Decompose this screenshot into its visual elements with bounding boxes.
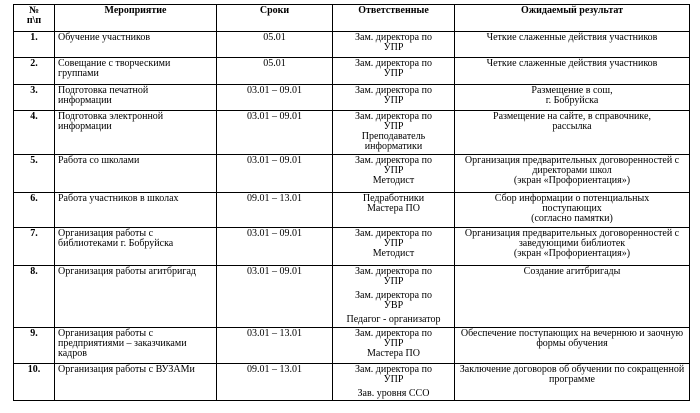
event-cell xyxy=(55,85,217,111)
row-number: 4. xyxy=(14,111,55,155)
cell-line: Работа участников в школах xyxy=(58,193,179,204)
row-number: 1. xyxy=(14,32,55,58)
cell-line: предприятиями – заказчиками xyxy=(58,338,187,349)
table-row xyxy=(14,111,690,155)
cell-line: Подготовка электронной xyxy=(58,111,164,122)
cell-line: информации xyxy=(58,121,112,132)
dates-cell: 05.01 xyxy=(217,32,333,58)
responsible-cell xyxy=(333,193,455,228)
plan-table xyxy=(13,4,690,401)
cell-line: заведующими библиотек xyxy=(518,238,626,249)
responsible-cell xyxy=(333,155,455,193)
responsible-cell xyxy=(333,85,455,111)
table-body xyxy=(14,32,690,401)
dates-cell: 03.01 – 13.01 xyxy=(217,328,333,364)
row-number: 8. xyxy=(14,266,55,328)
row-number: 6. xyxy=(14,193,55,228)
table-row xyxy=(14,155,690,193)
cell-line: Зам. директора по xyxy=(355,266,432,277)
responsible-cell xyxy=(333,32,455,58)
event-cell xyxy=(55,111,217,155)
row-number: 9. xyxy=(14,328,55,364)
cell-line: Методист xyxy=(372,175,415,186)
cell-line: УПР xyxy=(383,374,404,385)
cell-line: Заключение договоров об обучении по сокращенной xyxy=(459,364,685,375)
row-number: 3. xyxy=(14,85,55,111)
cell-line: (экран «Профориентация») xyxy=(513,248,631,259)
cell-line: УПР xyxy=(383,338,404,349)
cell-line: информации xyxy=(58,95,112,106)
cell-line: Зав. уровня ССО xyxy=(357,388,430,399)
table-row xyxy=(14,328,690,364)
cell-line: Методист xyxy=(372,248,415,259)
table-row xyxy=(14,228,690,266)
cell-line: Подготовка печатной xyxy=(58,85,149,96)
dates-cell: 03.01 – 09.01 xyxy=(217,155,333,193)
result-cell xyxy=(455,111,690,155)
cell-line: Организация работы агитбригад xyxy=(58,266,196,277)
result-cell xyxy=(455,266,690,328)
cell-line: Зам. директора по xyxy=(355,364,432,375)
dates-cell: 03.01 – 09.01 xyxy=(217,228,333,266)
event-cell xyxy=(55,328,217,364)
cell-line: УПР xyxy=(383,238,404,249)
responsible-cell xyxy=(333,58,455,85)
cell-line: Сбор информации о потенциальных xyxy=(494,193,650,204)
cell-line: Педагог - организатор xyxy=(346,314,441,325)
event-cell xyxy=(55,364,217,401)
cell-line: Мастера ПО xyxy=(367,348,420,359)
table-row xyxy=(14,364,690,401)
cell-line: УПР xyxy=(383,95,404,106)
row-number: 2. xyxy=(14,58,55,85)
cell-line: Четкие слаженные действия участников xyxy=(486,32,658,43)
header-responsible: Ответственные xyxy=(333,5,455,32)
result-cell xyxy=(455,85,690,111)
cell-line: Мастера ПО xyxy=(367,203,420,214)
cell-line: информатики xyxy=(364,141,423,152)
cell-line: УПР xyxy=(383,68,404,79)
cell-line: УПР xyxy=(383,121,404,132)
dates-cell: 03.01 – 09.01 xyxy=(217,111,333,155)
result-cell xyxy=(455,32,690,58)
cell-line: Зам. директора по xyxy=(355,111,432,122)
responsible-cell xyxy=(333,364,455,401)
cell-line: программе xyxy=(549,374,595,385)
cell-line: (согласно памятки) xyxy=(531,213,613,224)
table-row xyxy=(14,85,690,111)
row-number: 5. xyxy=(14,155,55,193)
result-cell xyxy=(455,193,690,228)
event-cell xyxy=(55,228,217,266)
dates-cell: 09.01 – 13.01 xyxy=(217,193,333,228)
header-event: Мероприятие xyxy=(55,5,217,32)
cell-line: рассылка xyxy=(552,121,592,132)
result-cell xyxy=(455,228,690,266)
header-result: Ожидаемый результат xyxy=(455,5,690,32)
table-row xyxy=(14,32,690,58)
row-number: 10. xyxy=(14,364,55,401)
cell-line: Педработники xyxy=(362,193,425,204)
dates-cell: 03.01 – 09.01 xyxy=(217,85,333,111)
cell-line: Совещание с творческими xyxy=(58,58,171,69)
table-row xyxy=(14,58,690,85)
event-cell xyxy=(55,193,217,228)
cell-line: Организация работы с xyxy=(58,328,154,339)
cell-line: Четкие слаженные действия участников xyxy=(486,58,658,69)
cell-line: Организация работы с ВУЗАМи xyxy=(58,364,195,375)
cell-line: Зам. директора по xyxy=(355,58,432,69)
table-row xyxy=(14,266,690,328)
cell-line: УВР xyxy=(383,300,404,311)
cell-line: кадров xyxy=(58,348,87,359)
cell-line: Преподаватель xyxy=(361,131,426,142)
responsible-cell xyxy=(333,266,455,328)
event-cell xyxy=(55,58,217,85)
dates-cell: 09.01 – 13.01 xyxy=(217,364,333,401)
cell-line: Зам. директора по xyxy=(355,328,432,339)
cell-line: Создание агитбригады xyxy=(523,266,621,277)
cell-line: Организация предварительных договоренностей с xyxy=(464,228,680,239)
cell-line: Организация работы с xyxy=(58,228,154,239)
result-cell xyxy=(455,58,690,85)
cell-line: группами xyxy=(58,68,99,79)
cell-line: УПР xyxy=(383,165,404,176)
header-row xyxy=(14,5,690,32)
header-num-line-1: № xyxy=(28,5,40,16)
cell-line: поступающих xyxy=(542,203,602,214)
cell-line: Размещение на сайте, в справочнике, xyxy=(493,111,651,122)
event-cell xyxy=(55,155,217,193)
cell-line: Зам. директора по xyxy=(355,228,432,239)
header-num-line-2: п\п xyxy=(26,15,42,26)
cell-line: Обучение участников xyxy=(58,32,151,43)
table-row xyxy=(14,193,690,228)
cell-line: Размещение в сош, xyxy=(531,85,613,96)
cell-line: Обеспечение поступающих на вечернюю и заочную xyxy=(460,328,684,339)
responsible-cell xyxy=(333,111,455,155)
cell-line: УПР xyxy=(383,42,404,53)
cell-line: директорами школ xyxy=(532,165,612,176)
cell-line: Зам. директора по xyxy=(355,85,432,96)
responsible-cell xyxy=(333,328,455,364)
cell-line: формы обучения xyxy=(536,338,608,349)
result-cell xyxy=(455,364,690,401)
cell-line: Зам. директора по xyxy=(355,155,432,166)
cell-line: Организация предварительных договоренностей с xyxy=(464,155,680,166)
event-cell xyxy=(55,32,217,58)
row-number: 7. xyxy=(14,228,55,266)
dates-cell: 05.01 xyxy=(217,58,333,85)
cell-line: УПР xyxy=(383,276,404,287)
dates-cell: 03.01 – 09.01 xyxy=(217,266,333,328)
header-num xyxy=(14,5,55,32)
cell-line: библиотеками г. Бобруйска xyxy=(58,238,174,249)
header-dates: Сроки xyxy=(217,5,333,32)
cell-line: Зам. директора по xyxy=(355,290,432,301)
event-cell xyxy=(55,266,217,328)
cell-line: (экран «Профориентация») xyxy=(513,175,631,186)
cell-line: Зам. директора по xyxy=(355,32,432,43)
cell-line: Работа со школами xyxy=(58,155,140,166)
result-cell xyxy=(455,155,690,193)
result-cell xyxy=(455,328,690,364)
cell-line: г. Бобруйска xyxy=(545,95,599,106)
responsible-cell xyxy=(333,228,455,266)
